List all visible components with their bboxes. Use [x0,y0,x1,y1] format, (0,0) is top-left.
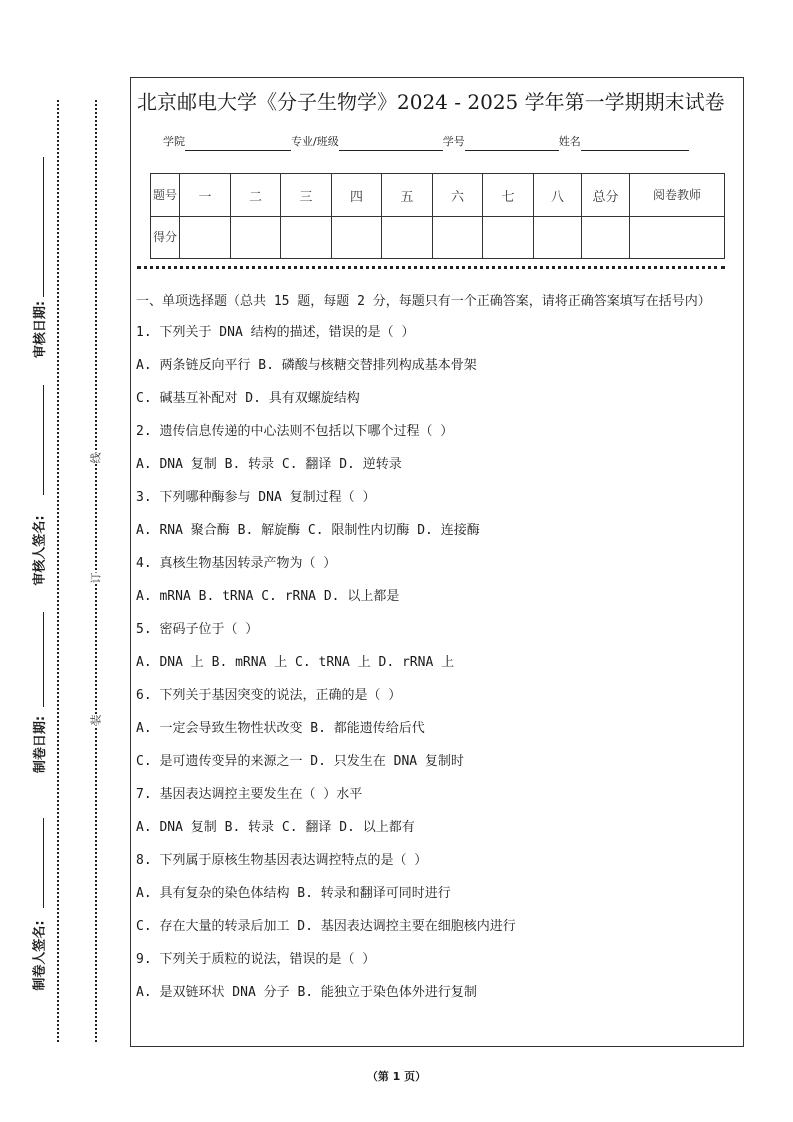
sign-line-preparer [43,818,44,908]
college-label: 学院 [163,135,185,148]
option-line: A. 一定会导致生物性状改变 B. 都能遗传给后代 [136,721,425,736]
question-4: 4. 真核生物基因转录产物为（ ） [136,556,337,571]
col-7: 七 [483,174,534,217]
score-cell-8[interactable] [534,217,582,259]
question-number-label: 题号 [151,174,180,217]
score-cell-3[interactable] [281,217,332,259]
reviewer-label: 阅卷教师 [630,174,725,217]
section-intro: 一、单项选择题（总共 15 题，每题 2 分，每题只有一个正确答案，请将正确答案填写在括号内） [136,294,711,309]
option-line: C. 是可遗传变异的来源之一 D. 只发生在 DNA 复制时 [136,754,464,769]
score-label: 得分 [151,217,180,259]
sign-line-prepare-date [43,612,44,707]
student-id-label: 学号 [442,135,465,148]
binding-dotted-line-inner [95,100,97,1042]
binding-char-bind: 装 [89,714,103,726]
col-1: 一 [180,174,231,217]
score-cell-6[interactable] [433,217,483,259]
page-number: （第 1 页） [366,1070,427,1083]
question-section [136,291,736,1016]
sign-line-reviewer [43,385,44,495]
score-cell-7[interactable] [483,217,534,259]
question-9: 9. 下列关于质粒的说法，错误的是（ ） [136,952,376,967]
option-line: A. DNA 复制 B. 转录 C. 翻译 D. 以上都有 [136,820,415,835]
option-line: A. mRNA B. tRNA C. rRNA D. 以上都是 [136,589,400,604]
score-cell-total[interactable] [582,217,630,259]
option-line: C. 存在大量的转录后加工 D. 基因表达调控主要在细胞核内进行 [136,919,516,934]
score-cell-2[interactable] [231,217,281,259]
binding-char-line: 线 [89,452,103,464]
col-6: 六 [433,174,483,217]
score-cell-4[interactable] [332,217,382,259]
option-line: A. DNA 复制 B. 转录 C. 翻译 D. 逆转录 [136,457,402,472]
binding-dotted-line-outer [57,100,59,1042]
col-5: 五 [382,174,433,217]
question-1: 1. 下列关于 DNA 结构的描述，错误的是（ ） [136,325,415,340]
binding-char-staple: 订 [89,572,103,584]
option-line: A. 具有复杂的染色体结构 B. 转录和翻译可同时进行 [136,886,451,901]
question-3: 3. 下列哪种酶参与 DNA 复制过程（ ） [136,490,376,505]
major-field[interactable] [339,136,443,151]
option-line: C. 碱基互补配对 D. 具有双螺旋结构 [136,391,360,406]
col-total: 总分 [582,174,630,217]
score-cell-reviewer[interactable] [630,217,725,259]
review-date-label: 审核日期: [33,300,49,359]
question-7: 7. 基因表达调控主要发生在（ ）水平 [136,787,363,802]
reviewer-signature-label: 审核人签名: [32,515,48,586]
major-label: 专业/班级 [291,135,339,148]
option-line: A. RNA 聚合酶 B. 解旋酶 C. 限制性内切酶 D. 连接酶 [136,523,480,538]
score-cell-5[interactable] [382,217,433,259]
dotted-separator [137,266,725,269]
student-info-row [163,131,689,151]
student-id-field[interactable] [465,136,559,151]
col-3: 三 [281,174,332,217]
college-field[interactable] [185,136,291,151]
option-line: A. DNA 上 B. mRNA 上 C. tRNA 上 D. rRNA 上 [136,655,455,670]
question-5: 5. 密码子位于（ ） [136,622,259,637]
option-line: A. 两条链反向平行 B. 磷酸与核糖交替排列构成基本骨架 [136,358,477,373]
name-field[interactable] [581,136,689,151]
score-table-header-row [151,174,725,217]
exam-title: 北京邮电大学《分子生物学》2024 - 2025 学年第一学期期末试卷 [137,90,725,114]
name-label: 姓名 [558,135,581,148]
preparer-signature-label: 制卷人签名: [32,920,48,991]
score-cell-1[interactable] [180,217,231,259]
prepare-date-label: 制卷日期: [33,715,49,774]
question-2: 2. 遗传信息传递的中心法则不包括以下哪个过程（ ） [136,424,454,439]
option-line: A. 是双链环状 DNA 分子 B. 能独立于染色体外进行复制 [136,985,477,1000]
sign-line-review-date [43,157,44,297]
col-8: 八 [534,174,582,217]
score-table [150,173,725,259]
col-2: 二 [231,174,281,217]
question-6: 6. 下列关于基因突变的说法，正确的是（ ） [136,688,402,703]
col-4: 四 [332,174,382,217]
score-table-score-row [151,217,725,259]
question-8: 8. 下列属于原核生物基因表达调控特点的是（ ） [136,853,428,868]
